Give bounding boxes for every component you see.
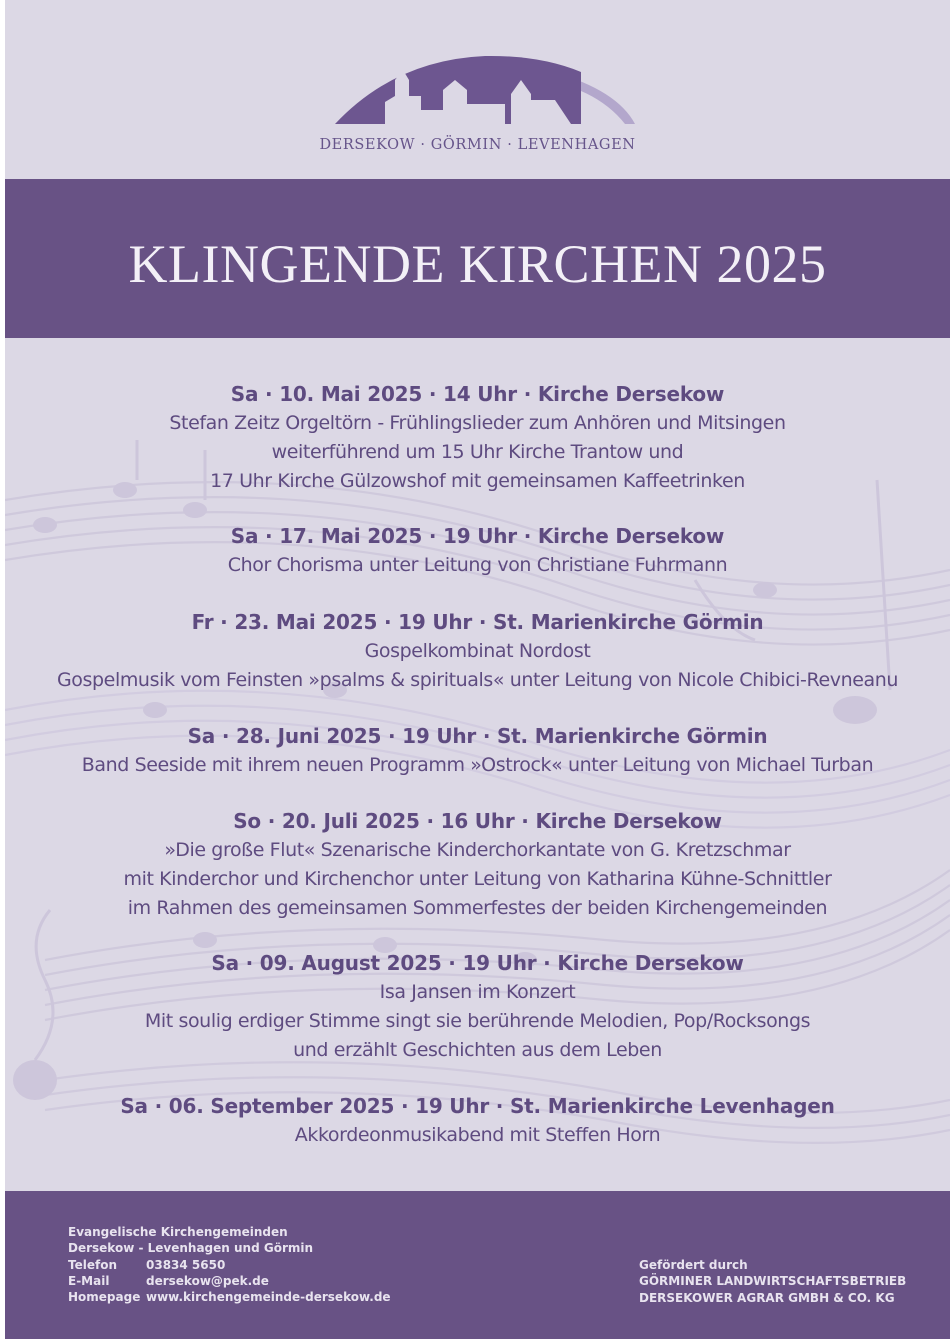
org-name: Evangelische Kirchengemeinden xyxy=(68,1225,288,1239)
event-description: »Die große Flut« Szenarische Kinderchorkantate von G. Kretzschmar xyxy=(164,839,791,861)
event-heading: Sa · 09. August 2025 · 19 Uhr · Kirche Dersekow xyxy=(211,951,744,975)
event-item xyxy=(5,721,950,780)
email-value: dersekow@pek.de xyxy=(146,1273,269,1288)
event-description: Stefan Zeitz Orgeltörn - Frühlingslieder zum Anhören und Mitsingen xyxy=(169,412,786,434)
event-description: 17 Uhr Kirche Gülzowshof mit gemeinsamen Kaffeetrinken xyxy=(210,470,745,492)
sponsor-intro: Gefördert durch xyxy=(639,1258,748,1272)
phone-label: Telefon xyxy=(68,1257,117,1272)
sponsor-name: GÖRMINER LANDWIRTSCHAFTSBETRIEB xyxy=(639,1274,907,1289)
event-heading: Sa · 06. September 2025 · 19 Uhr · St. Marienkirche Levenhagen xyxy=(120,1094,835,1118)
church-silhouette-logo xyxy=(325,50,645,130)
event-description: Isa Jansen im Konzert xyxy=(379,981,576,1003)
email-label: E-Mail xyxy=(68,1273,110,1288)
event-item xyxy=(5,806,950,923)
homepage-row xyxy=(68,1289,391,1305)
event-description: Akkordeonmusikabend mit Steffen Horn xyxy=(294,1124,661,1146)
event-heading: So · 20. Juli 2025 · 16 Uhr · Kirche Dersekow xyxy=(233,809,722,833)
event-description: Gospelkombinat Nordost xyxy=(364,640,591,662)
homepage-label: Homepage xyxy=(68,1290,141,1305)
event-item xyxy=(5,948,950,1065)
phone-value: 03834 5650 xyxy=(146,1257,226,1272)
event-description: mit Kinderchor und Kirchenchor unter Leitung von Katharina Kühne-Schnittler xyxy=(123,868,832,890)
event-description: im Rahmen des gemeinsamen Sommerfestes der beiden Kirchengemeinden xyxy=(127,897,828,919)
sponsor-block xyxy=(639,1257,906,1306)
homepage-value: www.kirchengemeinde-dersekow.de xyxy=(146,1290,391,1305)
event-item xyxy=(5,1091,950,1150)
logo-caption: DERSEKOW · GÖRMIN · LEVENHAGEN xyxy=(319,137,636,153)
event-item xyxy=(5,607,950,695)
footer-band xyxy=(5,1191,950,1339)
event-item xyxy=(5,521,950,580)
sponsor-name: DERSEKOWER AGRAR GMBH & CO. KG xyxy=(639,1290,895,1305)
poster-page xyxy=(5,0,950,1339)
email-row xyxy=(68,1273,391,1289)
event-description: weiterführend um 15 Uhr Kirche Trantow und xyxy=(271,441,684,463)
event-item xyxy=(5,379,950,496)
event-heading: Sa · 17. Mai 2025 · 19 Uhr · Kirche Dersekow xyxy=(230,524,725,548)
phone-row xyxy=(68,1257,391,1273)
contact-block xyxy=(68,1224,391,1305)
event-heading: Sa · 10. Mai 2025 · 14 Uhr · Kirche Dersekow xyxy=(230,382,725,406)
event-description: und erzählt Geschichten aus dem Leben xyxy=(293,1039,662,1061)
event-description: Gospelmusik vom Feinsten »psalms & spirituals« unter Leitung von Nicole Chibici-Revneanu xyxy=(56,669,899,691)
event-description: Band Seeside mit ihrem neuen Programm »Ostrock« unter Leitung von Michael Turban xyxy=(81,754,874,776)
org-subtitle: Dersekow - Levenhagen und Görmin xyxy=(68,1241,314,1256)
event-description: Mit soulig erdiger Stimme singt sie berührende Melodien, Pop/Rocksongs xyxy=(144,1010,811,1032)
page-title: KLINGENDE KIRCHEN 2025 xyxy=(128,234,827,294)
event-description: Chor Chorisma unter Leitung von Christiane Fuhrmann xyxy=(227,554,728,576)
event-heading: Fr · 23. Mai 2025 · 19 Uhr · St. Marienkirche Görmin xyxy=(191,610,764,634)
event-heading: Sa · 28. Juni 2025 · 19 Uhr · St. Marienkirche Görmin xyxy=(187,724,768,748)
